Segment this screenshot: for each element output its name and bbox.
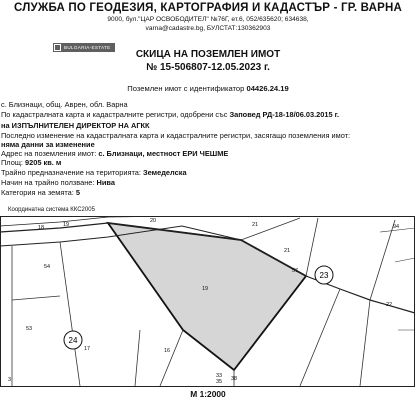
parcel-label: 17 <box>84 346 91 352</box>
parcel-label: 21 <box>284 248 291 254</box>
authority-line <box>1 121 150 130</box>
area-line <box>1 158 61 167</box>
area-value: 9205 кв. м <box>25 158 62 167</box>
parcel-label: 38 <box>231 376 238 382</box>
subject-parcel-19 <box>108 223 306 370</box>
parcel-label: 94 <box>393 224 400 230</box>
area-label: Площ: <box>1 158 23 167</box>
parcel-label: 18 <box>38 225 45 231</box>
block-label-23: 23 <box>319 271 329 280</box>
parcel-label: 3 <box>8 377 12 383</box>
territory-line <box>1 168 187 177</box>
organization-address: 9000, бул."ЦАР ОСВОБОДИТЕЛ" №76Г, ет.6, 052/635620; 634638, <box>107 16 309 23</box>
logo-text: BULGARIA-ESTATE <box>64 45 111 50</box>
order-value: Заповед РД-18-18/06.03.2015 г. <box>229 110 340 119</box>
identifier-value: 04426.24.19 <box>246 84 289 93</box>
document-number: № 15-506807-12.05.2023 г. <box>146 62 270 73</box>
category-label: Категория на земята: <box>1 188 74 197</box>
authority-value: на ИЗПЪЛНИТЕЛЕН ДИРЕКТОР НА АГКК <box>1 121 150 130</box>
category-line <box>1 188 80 197</box>
use-label: Начин на трайно ползване: <box>1 178 95 187</box>
address-value: с. Близнаци, местност ЕРИ ЧЕШМЕ <box>98 149 229 158</box>
parcel-label: 35 <box>216 379 223 385</box>
order-line <box>1 110 339 119</box>
parcel-label: 21 <box>252 222 259 228</box>
organization-title: СЛУЖБА ПО ГЕОДЕЗИЯ, КАРТОГРАФИЯ И КАДАСТЪР - ГР. ВАРНА <box>14 2 402 14</box>
category-value: 5 <box>75 188 80 197</box>
parcel-label: 33 <box>216 373 223 379</box>
use-value: Нива <box>96 178 115 187</box>
territory-label: Трайно предназначение на територията: <box>1 168 141 177</box>
use-line <box>1 178 115 187</box>
parcel-label: 54 <box>44 264 51 270</box>
address-label: Адрес на поземления имот: <box>1 149 97 158</box>
last-change-label: Последно изменение на кадастралната карта и кадастралните регистри, засягащо поземления имот: <box>1 131 351 140</box>
address-line <box>1 149 228 158</box>
last-change-text: няма данни за изменение <box>1 140 95 149</box>
organization-contacts: varna@cadastre.bg, БУЛСТАТ:130362903 <box>145 25 271 32</box>
identifier-line <box>0 84 416 93</box>
block-label-24: 24 <box>68 336 78 345</box>
coordinate-system-label: Координатна система ККС2005 <box>8 207 95 213</box>
map-scale: М 1:2000 <box>190 389 226 399</box>
document-title: СКИЦА НА ПОЗЕМЛЕН ИМОТ <box>135 49 281 60</box>
parcel-label: 57 <box>292 268 299 274</box>
cadastral-map <box>0 216 416 388</box>
parcel-label: 22 <box>386 302 393 308</box>
last-change-value <box>1 140 95 149</box>
parcel-label: 53 <box>26 326 33 332</box>
identifier-label: Поземлен имот с идентификатор <box>127 84 245 93</box>
parcel-label: 20 <box>150 218 157 224</box>
territory-value: Земеделска <box>143 168 187 177</box>
location-line: с. Близнаци, общ. Аврен, обл. Варна <box>1 100 128 109</box>
parcel-label: 16 <box>164 348 171 354</box>
boundary-right-2 <box>380 228 415 330</box>
order-prefix: По кадастралната карта и кадастралните регистри, одобрени със <box>1 110 228 119</box>
parcel-label: 19 <box>63 222 70 228</box>
parcel-label-subject: 19 <box>202 286 209 292</box>
